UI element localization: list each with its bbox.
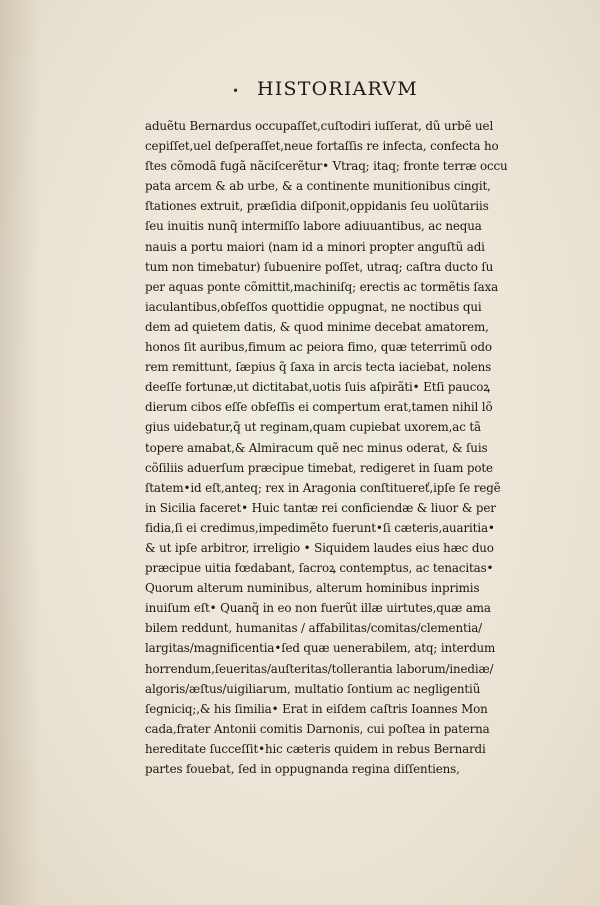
text-line: rem remittunt, ſæpius q̃ ſaxa in arcis tecta iaciebat, nolens	[145, 360, 492, 375]
text-line: topere amabat,& Almiracum quẽ nec minus oderat, & ſuis	[145, 440, 488, 455]
text-line: gius uidebatur,q̃ ut reginam,quam cupiebat uxorem,ac tã	[145, 420, 481, 435]
text-line: ſeu inuitis nunq̃ intermiſſo labore adiuuantibus, ac nequa	[145, 219, 482, 234]
text-line: ſtatem•id eſt,anteq; rex in Aragonia conſtituereť,ipſe ſe regẽ	[145, 480, 501, 495]
ornament-dot: •	[232, 84, 240, 98]
running-head-title: HISTORIARVM	[257, 78, 418, 100]
text-line: pata arcem & ab urbe, & a continente munitionibus cingit,	[145, 179, 491, 194]
text-line: hereditate ſucceſſit•hic cæteris quidem in rebus Bernardi	[145, 741, 486, 756]
text-line: inuiſum eſt• Quanq̃ in eo non fuerũt illæ uirtutes,quæ ama	[145, 601, 491, 616]
text-line: dem ad quietem datis, & quod minime decebat amatorem,	[145, 319, 489, 334]
text-line: per aquas ponte cõmittit,machiniſq; erectis ac tormẽtis ſaxa	[145, 279, 499, 294]
text-line: Quorum alterum numinibus, alterum hominibus inprimis	[145, 581, 480, 596]
text-line: deeſſe fortunæ,ut dictitabat,uotis ſuis aſpirãti• Etſi paucoꝝ	[145, 380, 491, 395]
text-line: ſtes cõmodã fugã nãciſcerẽtur• Vtraq; itaq; fronte terræ occu	[145, 159, 508, 174]
text-line: horrendum,ſeueritas/auſteritas/tollerantia laborum/inediæ/	[145, 661, 494, 676]
text-line: cõſiliis aduerſum præcipue timebat, redigeret in ſuam pote	[145, 460, 493, 475]
text-line: dierum cibos eſſe obſeſſis ei compertum erat,tamen nihil lõ	[145, 400, 493, 415]
text-line: in Sicilia faceret• Huic tantæ rei conficiendæ & liuor & per	[145, 500, 496, 515]
text-line: bilem reddunt, humanitas / affabilitas/comitas/clementia/	[145, 621, 483, 636]
text-line: nauis a portu maiori (nam id a minori propter anguſtũ adi	[145, 239, 485, 254]
text-line: tum non timebatur) ſubuenire poſſet, utraq; caſtra ducto ſu	[145, 259, 494, 274]
body-text	[145, 116, 533, 779]
gutter-shadow	[0, 0, 40, 905]
text-line: algoris/æſtus/uigiliarum, multatio ſontium ac negligentiũ	[145, 681, 481, 696]
text-line: & ut ipſe arbitror, irreligio • Siquidem laudes eius hæc duo	[145, 540, 494, 555]
text-line: iaculantibus,obſeſſos quottidie oppugnat, ne noctibus qui	[145, 299, 482, 314]
text-line: fidia,ſi ei credimus,impedimẽto fuerunt•ſi cæteris,auaritia•	[145, 520, 495, 535]
text-line: ſtationes extruit, præſidia diſponit,oppidanis ſeu uolũtariis	[145, 199, 489, 214]
text-line: largitas/magnificentia•ſed quæ uenerabilem, atq; interdum	[145, 641, 496, 656]
text-line: cada,frater Antonii comitis Darnonis, cui poſtea in paterna	[145, 721, 490, 736]
text-line: præcipue uitia fœdabant, ſacroꝝ contemptus, ac tenacitas•	[145, 561, 494, 576]
text-line: honos ſit auribus,fimum ac peiora fimo, quæ teterrimũ odo	[145, 340, 492, 355]
text-line: ſegniciq;,& his ſimilia• Erat in eiſdem caſtris Ioannes Mon	[145, 701, 488, 716]
text-line: aduẽtu Bernardus occupaſſet,cuſtodiri iuſſerat, dũ urbẽ uel	[145, 119, 494, 133]
text-line: cepiſſet,uel deſperaſſet,neue fortaſſis re infecta, confecta ho	[145, 139, 499, 154]
text-line: partes fouebat, ſed in oppugnanda regina diſſentiens,	[145, 762, 460, 776]
